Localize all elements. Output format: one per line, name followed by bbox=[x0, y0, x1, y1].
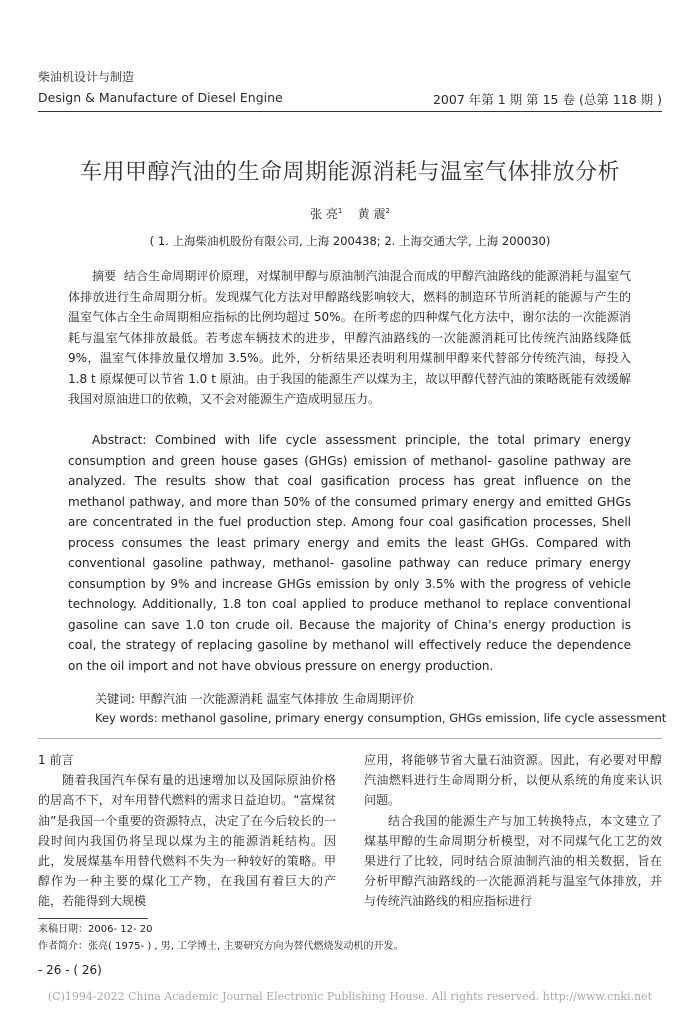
journal-name-en: Design & Manufacture of Diesel Engine bbox=[38, 90, 283, 105]
abstract-en-text: Combined with life cycle assessment principle, the total primary energy consumption and green house gases (GHGs) emission of methanol- gasoline pathway are analyzed. The results show that coal gasification process has great influence on the methanol pathway, and more than 50% of the consumed primary energy and emitted GHGs are concentrated in the fuel production step. Among four coal gasification processes, Shell process consumes the least primary energy and emits the least GHGs. Compared with conventional gasoline pathway, methanol- gasoline pathway can reduce primary energy consumption by 9% and increase GHGs emission by only 3.5% with the progress of vehicle technology. Additionally, 1.8 ton coal applied to produce methanol to replace conventional gasoline can save 1.0 ton crude oil. Because the majority of China's energy production is coal, the strategy of replacing gasoline by methanol will effectively reduce the dependence on the oil import and not have obvious pressure on energy production. bbox=[68, 433, 631, 673]
keywords-cn-label: 关键词: bbox=[95, 692, 136, 706]
keywords-cn-text: 甲醇汽油 一次能源消耗 温室气体排放 生命周期评价 bbox=[138, 692, 415, 706]
abstract-cn-label: 摘要 bbox=[92, 269, 117, 283]
body-column-left bbox=[38, 750, 336, 912]
copyright-watermark: (C)1994-2022 China Academic Journal Electronic Publishing House. All rights reserved. http://www.cnki.net bbox=[47, 990, 653, 1003]
keywords-en bbox=[95, 711, 666, 725]
body-paragraph: 结合我国的能源生产与加工转换特点，本文建立了煤基甲醇的生命周期分析模型，对不同煤气化工艺的效果进行了比较，同时结合原油制汽油的相关数据，旨在分析甲醇汽油路线的一次能源消耗与温室气体排放，并与传统汽油路线的相应指标进行 bbox=[364, 813, 662, 909]
abstract-en-label: Abstract: bbox=[92, 433, 147, 447]
abstract-en bbox=[68, 430, 631, 676]
author-1-affil-mark: 1 bbox=[337, 207, 343, 215]
footnote-divider bbox=[38, 918, 148, 919]
abstract-cn bbox=[68, 266, 631, 410]
body-paragraph: 应用，将能够节省大量石油资源。因此，有必要对甲醇汽油燃料进行生命周期分析，以便从系统的角度来认识问题。 bbox=[364, 753, 662, 808]
affiliation: ( 1. 上海柴油机股份有限公司, 上海 200438; 2. 上海交通大学, 上海 200030) bbox=[149, 234, 551, 248]
author-line bbox=[0, 205, 700, 222]
abstract-cn-text: 结合生命周期评价原理，对煤制甲醇与原油制汽油混合而成的甲醇汽油路线的能源消耗与温室气体排放进行生命周期分析。发现煤气化方法对甲醇路线影响较大，燃料的制造环节所消耗的能源与产生的温室气体占全生命周期相应指标的比例均超过 50%。在所考虑的四种煤气化方法中，谢尔法的一次能源消耗与温室气体排放最低。若考虑车辆技术的进步，甲醇汽油路线的一次能源消耗可比传统汽油路线降低 9%，温室气体排放量仅增加 3.5%。此外，分析结果还表明利用煤制甲醇来代替部分传统汽油，每投入 1.8 t 原煤便可以节省 1.0 t 原油。由于我国的能源生产以煤为主，故以甲醇代替汽油的策略既能有效缓解我国对原油进口的依赖，又不会对能源生产造成明显压力。 bbox=[68, 269, 631, 406]
author-2: 黄 震 bbox=[357, 207, 386, 221]
received-date: 来稿日期：2006- 12- 20 bbox=[38, 924, 153, 935]
keywords-cn bbox=[95, 690, 414, 707]
issue-info: 2007 年第 1 期 第 15 卷 (总第 118 期 ) bbox=[432, 92, 662, 107]
author-bio: 作者简介：张亮( 1975- ) , 男, 工学博士, 主要研究方向为替代燃烧发动机的开发。 bbox=[38, 941, 404, 952]
author-1: 张 亮 bbox=[310, 207, 338, 221]
section-divider bbox=[38, 738, 662, 739]
page-number: - 26 - ( 26) bbox=[38, 963, 102, 977]
section-heading: 1 前言 bbox=[38, 753, 74, 767]
journal-name-cn: 柴油机设计与制造 bbox=[38, 70, 135, 84]
header-divider bbox=[38, 111, 662, 112]
author-2-affil-mark: 2 bbox=[385, 207, 390, 215]
keywords-en-text: methanol gasoline, primary energy consumption, GHGs emission, life cycle assessment bbox=[161, 711, 667, 725]
keywords-en-label: Key words: bbox=[95, 711, 158, 725]
article-title: 车用甲醇汽油的生命周期能源消耗与温室气体排放分析 bbox=[79, 160, 620, 185]
body-paragraph: 随着我国汽车保有量的迅速增加以及国际原油价格的居高不下，对车用替代燃料的需求日益迫切。“富煤贫油”是我国一个重要的资源特点，决定了在今后较长的一段时间内我国仍将呈现以煤为主的能源消耗结构。因此，发展煤基车用替代燃料不失为一种较好的策略。甲醇作为一种主要的煤化工产物，在我国有着巨大的产能，若能得到大规模 bbox=[38, 773, 336, 909]
body-column-right bbox=[364, 750, 662, 912]
